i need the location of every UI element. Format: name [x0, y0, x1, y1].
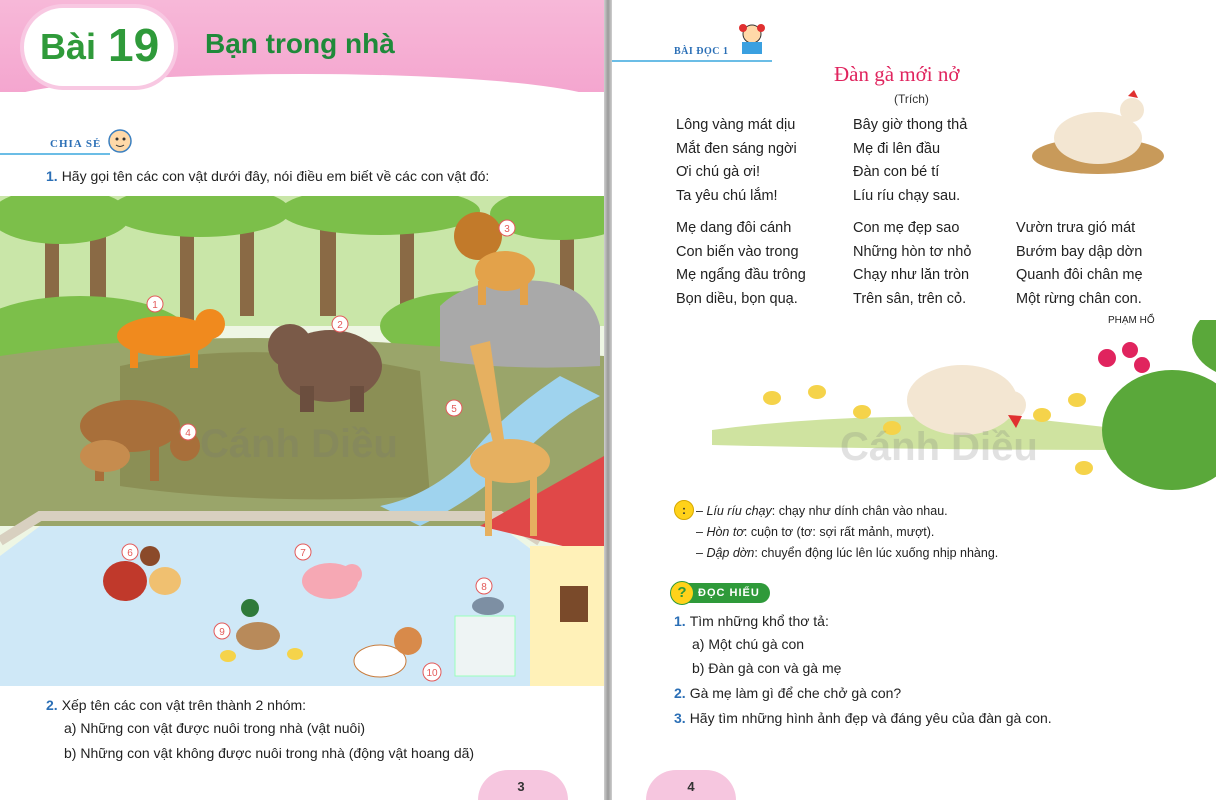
marker-8	[476, 578, 492, 594]
marker-2	[332, 316, 348, 332]
watermark: Cánh Diều	[840, 425, 1038, 469]
glossary-item: – Líu ríu chạy: chạy như dính chân vào nhau.	[696, 504, 948, 518]
question-mark-icon: ?	[670, 581, 694, 605]
marker-3	[499, 220, 515, 236]
hen-chicks-illustration	[712, 320, 1216, 510]
marker-7-label: 7	[300, 548, 306, 559]
marker-3-label: 3	[504, 224, 510, 235]
stanza-1: Lông vàng mát dịu Mắt đen sáng ngời Ơi chú gà ơi! Ta yêu chú lắm!	[676, 117, 797, 204]
comprehension-section-label: ĐỌC HIỂU	[674, 583, 770, 603]
stanza-4: Con mẹ đẹp sao Những hòn tơ nhỏ Chạy như lăn tròn Trên sân, trên cỏ.	[853, 220, 972, 307]
pigeon-figure	[472, 597, 504, 615]
poem-author: PHẠM HỔ	[1108, 315, 1155, 326]
watermark: Cánh Diều	[200, 422, 398, 466]
comprehension-question-2: 2. Gà mẹ làm gì để che chở gà con?	[674, 685, 902, 701]
marker-6	[122, 544, 138, 560]
comprehension-question-1a: a) Một chú gà con	[692, 636, 805, 652]
glossary-icon: :	[674, 500, 694, 520]
marker-4-label: 4	[185, 428, 191, 439]
marker-7	[295, 544, 311, 560]
marker-10	[423, 663, 441, 681]
glossary-item: – Hòn tơ: cuộn tơ (tơ: sợi rất mảnh, mượt).	[696, 525, 935, 539]
question-1: 1. Hãy gọi tên các con vật dưới đây, nói điều em biết về các con vật đó:	[46, 168, 490, 184]
marker-1-label: 1	[152, 300, 158, 311]
reading-section-label: BÀI ĐỌC 1	[674, 46, 729, 57]
comprehension-question-3: 3. Hãy tìm những hình ảnh đẹp và đáng yêu của đàn gà con.	[674, 710, 1052, 726]
stanza-3: Mẹ dang đôi cánh Con biến vào trong Mẹ ngẩng đầu trông Bọn diều, bọn quạ.	[676, 220, 806, 307]
right-page	[612, 0, 1216, 800]
stanza-2: Bây giờ thong thả Mẹ đi lên đầu Đàn con bé tí Líu ríu chạy sau.	[853, 117, 968, 204]
reading-girl-icon	[734, 22, 770, 58]
marker-2-label: 2	[337, 320, 343, 331]
poem-title: Đàn gà mới nở	[834, 62, 960, 86]
comprehension-question-1: 1. Tìm những khổ thơ tả:	[674, 613, 829, 629]
question-2-option-b: b) Những con vật không được nuôi trong nhà (động vật hoang dã)	[64, 745, 475, 761]
hen-nest-illustration	[1024, 88, 1172, 178]
question-2: 2. Xếp tên các con vật trên thành 2 nhóm:	[46, 697, 307, 713]
marker-10-label: 10	[426, 668, 438, 679]
marker-6-label: 6	[127, 548, 133, 559]
comprehension-question-1b: b) Đàn gà con và gà mẹ	[692, 660, 842, 676]
marker-8-label: 8	[481, 582, 487, 593]
marker-9-label: 9	[219, 627, 225, 638]
marker-5	[446, 400, 462, 416]
stanza-5: Vườn trưa gió mát Bướm bay dập dờn Quanh đôi chân mẹ Một rừng chân con.	[1016, 220, 1143, 307]
left-page	[0, 0, 604, 800]
lesson-number: 19	[108, 19, 160, 71]
marker-1	[147, 296, 163, 312]
question-2-option-a: a) Những con vật được nuôi trong nhà (vật nuôi)	[64, 720, 366, 736]
section-divider	[612, 60, 772, 62]
section-divider	[0, 153, 110, 155]
marker-9	[214, 623, 230, 639]
page-number: 3	[517, 779, 525, 794]
poem-subtitle: (Trích)	[894, 92, 929, 106]
share-mascot-icon	[104, 126, 134, 154]
book-gutter	[604, 0, 612, 800]
lesson-title: Bạn trong nhà	[205, 28, 395, 59]
page-number: 4	[687, 779, 695, 794]
glossary-item: – Dập dờn: chuyển động lúc lên lúc xuống nhịp nhàng.	[696, 546, 999, 560]
lesson-word: Bài	[40, 26, 97, 67]
marker-5-label: 5	[451, 404, 457, 415]
marker-4	[180, 424, 196, 440]
share-section-label: CHIA SẺ	[50, 138, 102, 150]
